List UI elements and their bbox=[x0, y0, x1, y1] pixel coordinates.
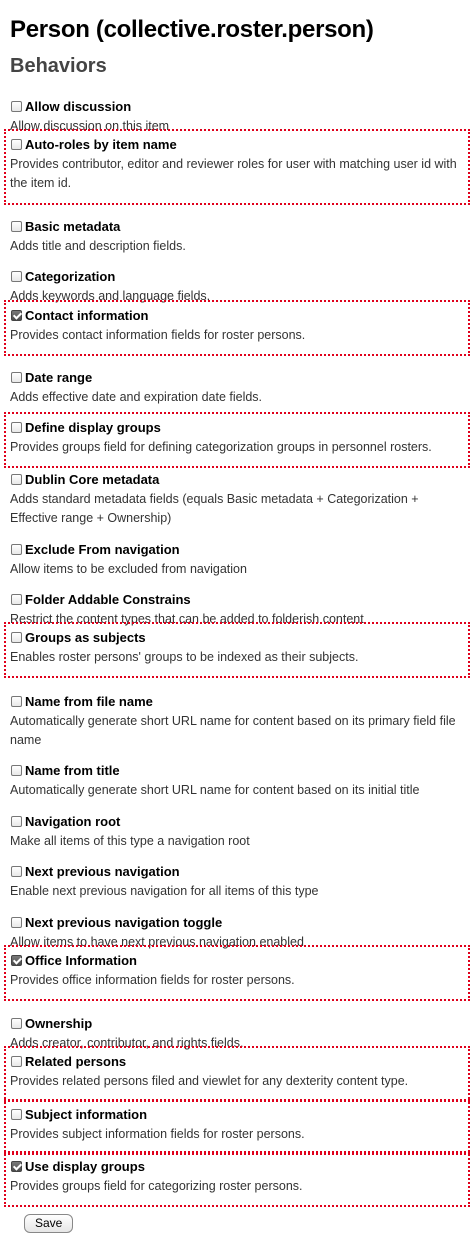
behavior-label[interactable]: Subject information bbox=[25, 1106, 148, 1122]
behavior-label[interactable]: Next previous navigation toggle bbox=[25, 914, 223, 930]
behavior-checkbox[interactable] bbox=[11, 632, 22, 643]
behavior-item bbox=[6, 414, 468, 466]
behavior-description: Provides groups field for categorizing roster persons. bbox=[10, 1179, 303, 1193]
behavior-description: Provides contact information fields for roster persons. bbox=[10, 328, 306, 342]
behavior-checkbox[interactable] bbox=[11, 101, 22, 112]
behavior-checkbox[interactable] bbox=[11, 955, 22, 966]
behavior-description: Enables roster persons' groups to be indexed as their subjects. bbox=[10, 650, 359, 664]
behavior-item bbox=[6, 263, 468, 301]
behavior-checkbox[interactable] bbox=[11, 696, 22, 707]
behavior-item bbox=[6, 302, 468, 354]
behavior-description: Allow items to have next previous navigation enabled bbox=[10, 935, 304, 949]
behavior-label[interactable]: Ownership bbox=[25, 1015, 93, 1031]
behavior-checkbox[interactable] bbox=[11, 816, 22, 827]
behavior-description: Adds creator, contributor, and rights fields. bbox=[10, 1036, 244, 1050]
behavior-checkbox[interactable] bbox=[11, 544, 22, 555]
behavior-checkbox[interactable] bbox=[11, 1161, 22, 1172]
behavior-checkbox[interactable] bbox=[11, 221, 22, 232]
behavior-item-header bbox=[10, 267, 468, 285]
behavior-checkbox[interactable] bbox=[11, 139, 22, 150]
behavior-description: Provides related persons filed and viewlet for any dexterity content type. bbox=[10, 1074, 409, 1088]
behavior-item bbox=[6, 757, 468, 795]
behavior-description: Make all items of this type a navigation root bbox=[10, 834, 250, 848]
behavior-item-header bbox=[10, 1105, 468, 1123]
behavior-label[interactable]: Office Information bbox=[25, 952, 137, 968]
page-title: Person (collective.roster.person) bbox=[10, 16, 374, 43]
behavior-label[interactable]: Groups as subjects bbox=[25, 629, 146, 645]
behavior-item bbox=[6, 624, 468, 676]
behavior-item-header bbox=[10, 590, 468, 608]
behavior-item bbox=[6, 1153, 468, 1205]
behavior-item-header bbox=[10, 692, 468, 710]
behavior-description: Automatically generate short URL name for content based on its initial title bbox=[10, 783, 420, 797]
behavior-item-header bbox=[10, 97, 468, 115]
behavior-description: Allow items to be excluded from navigation bbox=[10, 562, 247, 576]
behavior-label[interactable]: Allow discussion bbox=[25, 98, 132, 114]
behavior-label[interactable]: Exclude From navigation bbox=[25, 541, 180, 557]
behavior-label[interactable]: Name from title bbox=[25, 762, 120, 778]
behavior-description: Adds keywords and language fields. bbox=[10, 289, 211, 303]
behavior-label[interactable]: Contact information bbox=[25, 307, 149, 323]
behavior-item-header bbox=[10, 862, 468, 880]
behavior-checkbox[interactable] bbox=[11, 372, 22, 383]
behavior-item bbox=[6, 213, 468, 251]
behavior-item bbox=[6, 93, 468, 131]
behavior-label[interactable]: Next previous navigation bbox=[25, 863, 180, 879]
behavior-item bbox=[6, 1048, 468, 1100]
behavior-checkbox[interactable] bbox=[11, 594, 22, 605]
behavior-item-header bbox=[10, 1052, 468, 1070]
behavior-checkbox[interactable] bbox=[11, 866, 22, 877]
behavior-label[interactable]: Define display groups bbox=[25, 419, 161, 435]
behavior-label[interactable]: Folder Addable Constrains bbox=[25, 591, 191, 607]
behavior-item-header bbox=[10, 812, 468, 830]
behavior-item-header bbox=[10, 1014, 468, 1032]
behavior-checkbox[interactable] bbox=[11, 1109, 22, 1120]
behavior-item bbox=[6, 364, 468, 402]
behavior-label[interactable]: Dublin Core metadata bbox=[25, 471, 160, 487]
behavior-description: Provides subject information fields for roster persons. bbox=[10, 1127, 305, 1141]
behavior-label[interactable]: Name from file name bbox=[25, 693, 153, 709]
behavior-label[interactable]: Auto-roles by item name bbox=[25, 136, 177, 152]
behavior-description: Adds effective date and expiration date fields. bbox=[10, 390, 263, 404]
behavior-item-header bbox=[10, 628, 468, 646]
behavior-description: Restrict the content types that can be added to folderish content bbox=[10, 612, 364, 626]
behavior-label[interactable]: Use display groups bbox=[25, 1158, 145, 1174]
behavior-item bbox=[6, 1101, 468, 1153]
behavior-description: Adds standard metadata fields (equals Basic metadata + Categorization + Effective range + Ownership) bbox=[10, 492, 419, 525]
behavior-checkbox[interactable] bbox=[11, 917, 22, 928]
behavior-label[interactable]: Categorization bbox=[25, 268, 116, 284]
behavior-label[interactable]: Navigation root bbox=[25, 813, 121, 829]
behavior-item-header bbox=[10, 306, 468, 324]
behavior-checkbox[interactable] bbox=[11, 1056, 22, 1067]
behavior-item-header bbox=[10, 540, 468, 558]
behavior-checkbox[interactable] bbox=[11, 1018, 22, 1029]
behavior-item-header bbox=[10, 217, 468, 235]
behavior-label[interactable]: Related persons bbox=[25, 1053, 127, 1069]
behavior-item bbox=[6, 947, 468, 999]
behavior-item-header bbox=[10, 135, 468, 153]
behavior-checkbox[interactable] bbox=[11, 271, 22, 282]
behavior-description: Provides office information fields for roster persons. bbox=[10, 973, 295, 987]
behavior-item bbox=[6, 536, 468, 574]
behavior-item bbox=[6, 466, 468, 526]
behavior-checkbox[interactable] bbox=[11, 765, 22, 776]
behavior-label[interactable]: Date range bbox=[25, 369, 93, 385]
behavior-item-header bbox=[10, 761, 468, 779]
behavior-item-header bbox=[10, 418, 468, 436]
behavior-checkbox[interactable] bbox=[11, 310, 22, 321]
behavior-item-header bbox=[10, 951, 468, 969]
section-title: Behaviors bbox=[10, 55, 107, 77]
behavior-description: Automatically generate short URL name for content based on its primary field file name bbox=[10, 714, 456, 747]
behavior-label[interactable]: Basic metadata bbox=[25, 218, 121, 234]
behavior-item bbox=[6, 909, 468, 947]
behavior-item bbox=[6, 586, 468, 624]
behavior-checkbox[interactable] bbox=[11, 422, 22, 433]
behavior-description: Provides contributor, editor and reviewer roles for user with matching user id with the item id. bbox=[10, 157, 457, 190]
behavior-item bbox=[6, 808, 468, 846]
behavior-item-header bbox=[10, 368, 468, 386]
behavior-item-header bbox=[10, 913, 468, 931]
behavior-checkbox[interactable] bbox=[11, 474, 22, 485]
behavior-item-header bbox=[10, 1157, 468, 1175]
save-button[interactable]: Save bbox=[24, 1214, 73, 1233]
behavior-description: Provides groups field for defining categorization groups in personnel rosters. bbox=[10, 440, 432, 454]
behavior-item-header bbox=[10, 470, 468, 488]
behavior-item bbox=[6, 858, 468, 896]
behavior-item bbox=[6, 131, 468, 203]
behavior-item bbox=[6, 688, 468, 748]
behavior-description: Allow discussion on this item bbox=[10, 119, 170, 133]
behavior-description: Enable next previous navigation for all items of this type bbox=[10, 884, 319, 898]
behavior-description: Adds title and description fields. bbox=[10, 239, 186, 253]
behavior-item bbox=[6, 1010, 468, 1048]
